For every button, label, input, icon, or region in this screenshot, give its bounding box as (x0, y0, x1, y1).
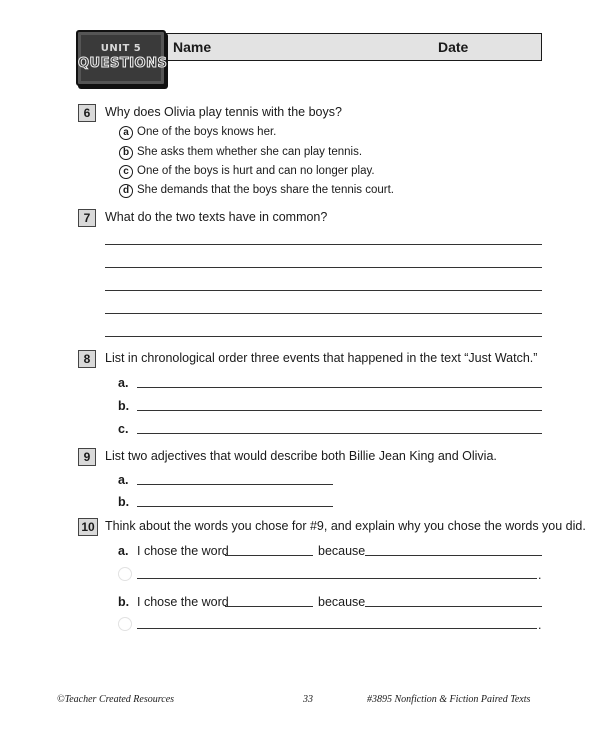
name-date-bar (160, 33, 542, 61)
q9-label-a: a. (118, 473, 129, 487)
badge-questions-label: QUESTIONS (78, 56, 168, 71)
answer-line[interactable] (137, 433, 542, 434)
option-a-text: One of the boys knows her. (137, 126, 277, 138)
answer-line[interactable] (137, 628, 537, 629)
question-7-number: 7 (78, 209, 96, 227)
end-period: . (538, 618, 542, 632)
question-6-text: Why does Olivia play tennis with the boys? (105, 105, 342, 119)
q10-label-a: a. (118, 544, 129, 558)
option-d-circle[interactable]: d (119, 184, 133, 198)
question-6-number: 6 (78, 104, 96, 122)
q8-label-b: b. (118, 399, 130, 413)
answer-line[interactable] (105, 290, 542, 291)
answer-line[interactable] (105, 244, 542, 245)
q10-label-b: b. (118, 595, 130, 609)
option-b-text: She asks them whether she can play tennis. (137, 146, 363, 158)
answer-line[interactable] (137, 484, 333, 485)
option-b-circle[interactable]: b (119, 146, 133, 160)
footer-book-title: #3895 Nonfiction & Fiction Paired Texts (367, 694, 531, 705)
answer-line[interactable] (105, 267, 542, 268)
answer-line[interactable] (137, 578, 537, 579)
q8-label-c: c. (118, 422, 129, 436)
option-a-circle[interactable]: a (119, 126, 133, 140)
badge-unit-label: UNIT 5 (100, 43, 142, 54)
question-8-text: List in chronological order three events that happened in the text “Just Watch.” (105, 351, 538, 365)
question-9-text: List two adjectives that would describe both Billie Jean King and Olivia. (105, 449, 497, 463)
date-label: Date (438, 39, 469, 55)
question-10-text: Think about the words you chose for #9, and explain why you chose the words you did. (105, 519, 586, 533)
end-period: . (538, 568, 542, 582)
option-d-text: She demands that the boys share the tennis court. (137, 184, 394, 196)
q10a-chose-text: I chose the word (137, 544, 229, 558)
question-9-number: 9 (78, 448, 96, 466)
answer-line[interactable] (137, 410, 542, 411)
answer-line[interactable] (365, 555, 542, 556)
answer-line[interactable] (137, 387, 542, 388)
name-label: Name (173, 39, 212, 55)
q10a-because-text: because (318, 544, 366, 558)
placeholder-circle (118, 567, 132, 581)
answer-line[interactable] (105, 313, 542, 314)
answer-line[interactable] (137, 506, 333, 507)
question-10-number: 10 (78, 518, 98, 536)
placeholder-circle (118, 617, 132, 631)
word-blank[interactable] (225, 606, 313, 607)
word-blank[interactable] (225, 555, 313, 556)
answer-line[interactable] (365, 606, 542, 607)
footer-publisher: ©Teacher Created Resources (57, 694, 175, 705)
option-c-circle[interactable]: c (119, 165, 133, 179)
q8-label-a: a. (118, 376, 129, 390)
question-8-number: 8 (78, 350, 96, 368)
q9-label-b: b. (118, 495, 130, 509)
question-7-text: What do the two texts have in common? (105, 210, 328, 224)
q10b-chose-text: I chose the word (137, 595, 229, 609)
answer-line[interactable] (105, 336, 542, 337)
footer-page-number: 33 (303, 694, 313, 705)
option-c-text: One of the boys is hurt and can no longer play. (137, 165, 375, 177)
q10b-because-text: because (318, 595, 366, 609)
unit-badge (76, 30, 166, 86)
